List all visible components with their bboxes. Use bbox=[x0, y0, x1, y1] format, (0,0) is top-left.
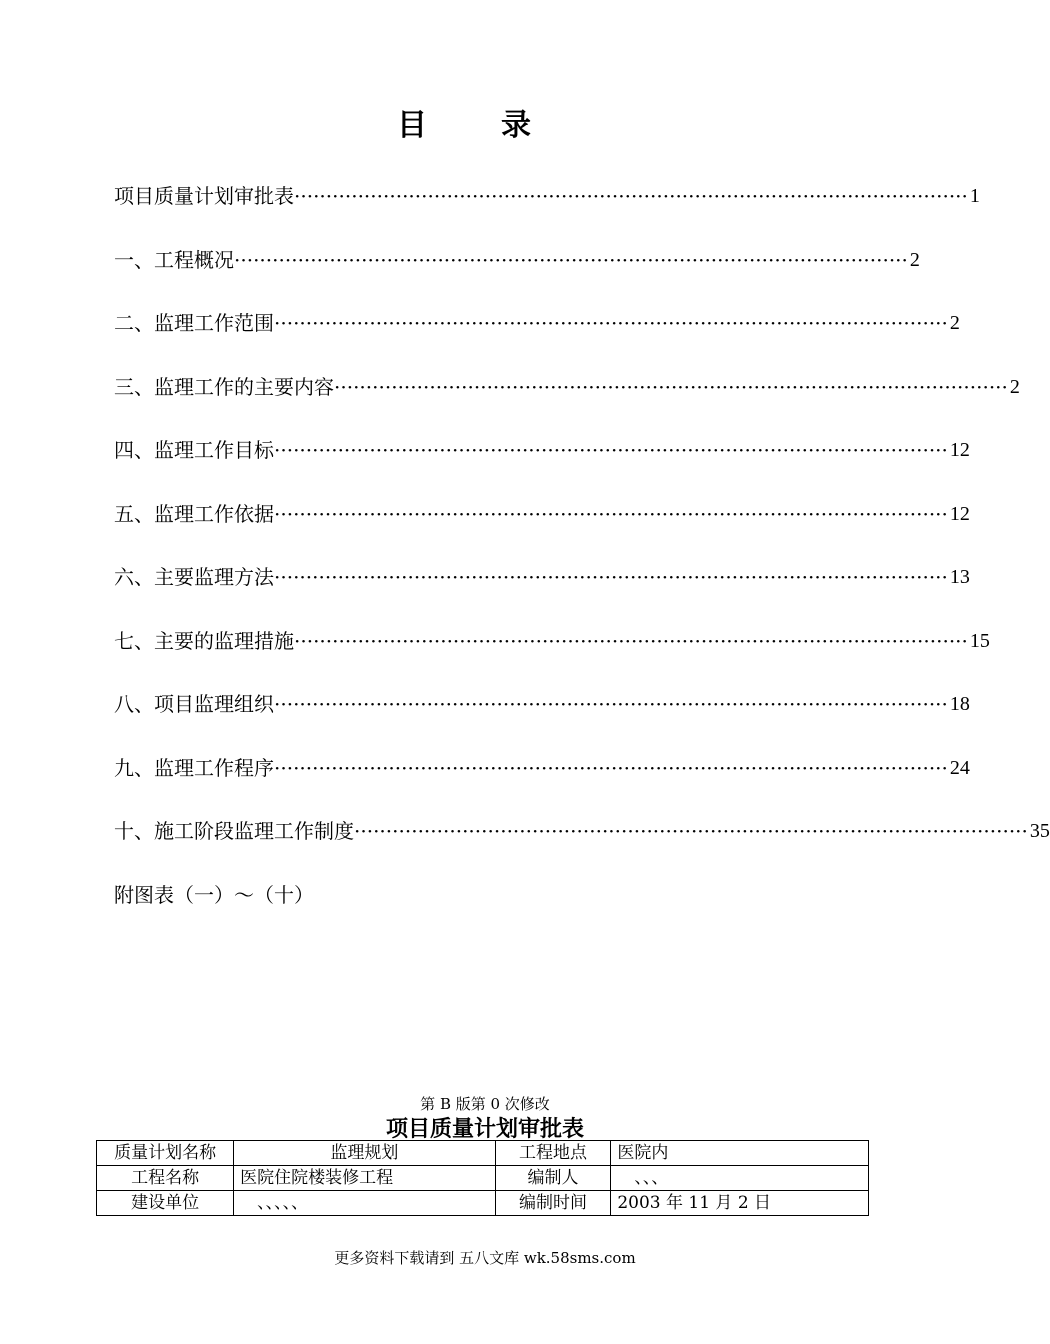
table-cell-value: 监理规划 bbox=[234, 1141, 495, 1166]
toc-page-number: 2 bbox=[949, 312, 960, 334]
table-cell-value: 、、、、、 bbox=[234, 1191, 495, 1216]
table-cell-value: 医院住院楼装修工程 bbox=[234, 1166, 495, 1191]
toc-dot-leader: ·········································································································· bbox=[274, 692, 948, 716]
toc-dot-leader: ·········································································································· bbox=[274, 438, 948, 462]
toc-entry[interactable] bbox=[114, 494, 970, 558]
footer-text: 更多资料下载请到 五八文库 wk.58sms.com bbox=[334, 1249, 636, 1267]
approval-table bbox=[96, 1140, 869, 1216]
toc-entry[interactable] bbox=[114, 621, 990, 685]
toc-page-number: 12 bbox=[949, 439, 970, 461]
toc-entry-label: 八、项目监理组织 bbox=[114, 692, 274, 716]
toc-entry-label: 十、施工阶段监理工作制度 bbox=[114, 819, 354, 843]
toc-dot-leader: ·········································································································· bbox=[274, 755, 948, 780]
table-cell-label: 质量计划名称 bbox=[97, 1141, 234, 1166]
table-cell-label: 工程地点 bbox=[495, 1141, 611, 1166]
toc-entry[interactable] bbox=[114, 430, 970, 494]
toc-page-number: 15 bbox=[969, 629, 990, 652]
toc-entry-label: 二、监理工作范围 bbox=[114, 311, 274, 335]
table-row bbox=[97, 1191, 869, 1216]
toc-entry[interactable] bbox=[114, 811, 1050, 875]
toc-page-number: 35 bbox=[1029, 820, 1050, 842]
toc-entry-label: 七、主要的监理措施 bbox=[114, 628, 294, 653]
toc-page-number: 2 bbox=[909, 248, 920, 271]
table-cell-label: 建设单位 bbox=[97, 1191, 234, 1216]
table-cell-label: 工程名称 bbox=[97, 1166, 234, 1191]
toc-page-number: 1 bbox=[969, 185, 980, 207]
toc-entry-label: 附图表（一）～（十） bbox=[114, 882, 314, 907]
toc-entry-label: 六、主要监理方法 bbox=[114, 565, 274, 589]
toc-page-number: 24 bbox=[949, 756, 970, 779]
table-cell-value: 2003 年 11 月 2 日 bbox=[611, 1191, 869, 1216]
toc-dot-leader: ·········································································································· bbox=[234, 247, 908, 272]
approval-table-title: 项目质量计划审批表 bbox=[385, 1116, 584, 1142]
toc-page-number: 13 bbox=[949, 566, 970, 588]
toc-entry[interactable] bbox=[114, 303, 960, 367]
table-cell-value: 、、、 bbox=[611, 1166, 869, 1191]
table-row bbox=[97, 1141, 869, 1166]
toc-entry[interactable] bbox=[114, 748, 970, 812]
toc-entry[interactable] bbox=[114, 557, 970, 621]
toc-dot-leader: ·········································································································· bbox=[294, 184, 968, 208]
toc-dot-leader: ·········································································································· bbox=[274, 501, 948, 526]
toc-dot-leader: ·········································································································· bbox=[294, 628, 968, 653]
toc-entry[interactable] bbox=[114, 875, 794, 939]
revision-note: 第 B 版第 0 次修改 bbox=[420, 1095, 550, 1113]
toc-entry[interactable] bbox=[114, 240, 920, 304]
toc-entry[interactable] bbox=[114, 684, 970, 748]
toc-entry-label: 九、监理工作程序 bbox=[114, 755, 274, 780]
toc-dot-leader: ·········································································································· bbox=[274, 311, 948, 335]
table-cell-value: 医院内 bbox=[611, 1141, 869, 1166]
toc-page-number: 18 bbox=[949, 693, 970, 715]
toc-dot-leader: ·········································································································· bbox=[274, 565, 948, 589]
toc-entry-label: 一、工程概况 bbox=[114, 247, 234, 272]
toc-dot-leader: ·········································································································· bbox=[354, 819, 1028, 843]
toc-dot-leader: ·········································································································· bbox=[334, 374, 1008, 399]
toc-entry[interactable] bbox=[114, 176, 980, 240]
toc-page-number: 12 bbox=[949, 502, 970, 525]
toc-entry-label: 四、监理工作目标 bbox=[114, 438, 274, 462]
table-cell-label: 编制时间 bbox=[495, 1191, 611, 1216]
page-title: 目 录 bbox=[397, 108, 553, 143]
table-of-contents bbox=[114, 176, 1050, 938]
toc-entry-label: 五、监理工作依据 bbox=[114, 501, 274, 526]
table-row bbox=[97, 1166, 869, 1191]
toc-page-number: 2 bbox=[1009, 375, 1020, 398]
toc-entry-label: 三、监理工作的主要内容 bbox=[114, 374, 334, 399]
table-cell-label: 编制人 bbox=[495, 1166, 611, 1191]
toc-entry-label: 项目质量计划审批表 bbox=[114, 184, 294, 208]
toc-entry[interactable] bbox=[114, 367, 1020, 431]
